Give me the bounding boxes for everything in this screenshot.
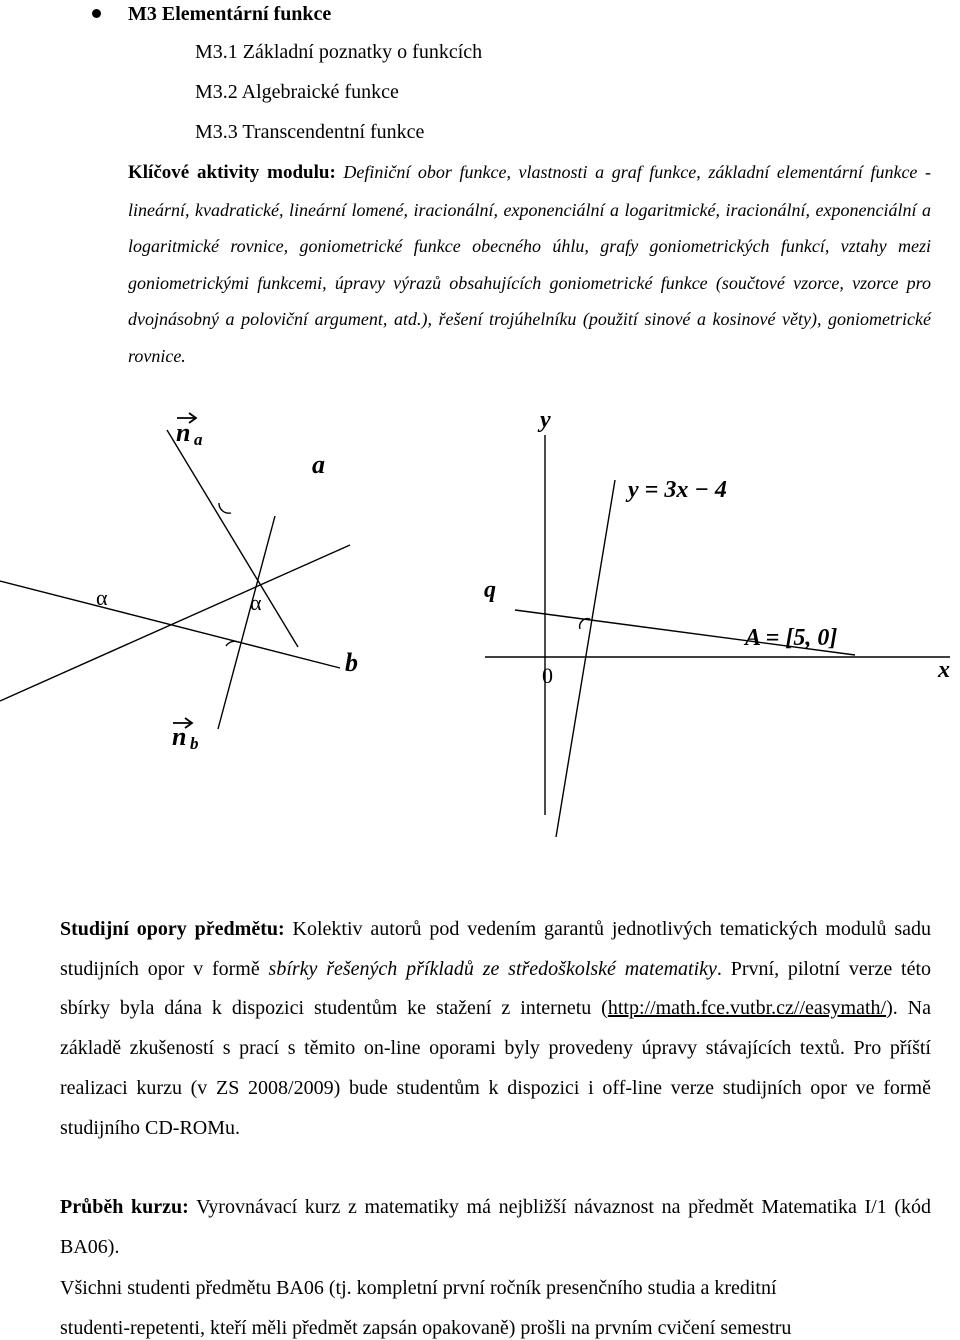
key-activities-label: Klíčové aktivity modulu: xyxy=(128,162,336,183)
label-nb: n xyxy=(172,722,187,751)
line-y-eq xyxy=(556,480,615,837)
subsection-item: M3.1 Základní poznatky o funkcích xyxy=(195,41,483,63)
label-nb-sub: b xyxy=(190,734,199,753)
normal-na xyxy=(167,430,298,647)
study-support-text: Kolektiv autorů pod vedením garantů jednotlivých tematických modulů sadu studijních opor v formě xyxy=(60,918,931,980)
bullet xyxy=(92,9,101,18)
study-support-paragraph xyxy=(60,910,931,1148)
label-q: q xyxy=(484,577,496,603)
line-b xyxy=(0,581,340,668)
figure-lines-normals xyxy=(0,405,470,765)
angle-alpha-2: α xyxy=(250,590,262,615)
label-line-equation: y = 3x − 4 xyxy=(628,477,727,503)
label-axis-x: x xyxy=(938,657,950,683)
key-activities-text: Definiční obor funkce, vlastnosti a graf funkce, základní elementární funkce - lineární, kvadratické, lineární lomené, iracionální, exponenciální a logaritmické, iracionální, exponenciální a logaritmické rovnice, goniometrické funkce obecného úhlu, grafy goniometrických funkcí, vztahy mezi goniometrickými funkcemi, úpravy výrazů obsahujících goniometrické funkce (součtové vzorce, vzorce pro dvojnásobný a poloviční argument, atd.), řešení trojúhelníku (použití sinové a kosinové věty), goniometrické rovnice. xyxy=(128,162,931,366)
text-line: studenti-repetenti, kteří měli předmět zapsán opakovaně) prošli na prvním cvičení semestru xyxy=(60,1317,792,1339)
angle-alpha-1: α xyxy=(96,585,108,610)
text-line: Všichni studenti předmětu BA06 (tj. kompletní první ročník presenčního studia a kreditní xyxy=(60,1277,777,1299)
subsection-item: M3.2 Algebraické funkce xyxy=(195,81,399,103)
section-heading: M3 Elementární funkce xyxy=(128,3,332,25)
subsection-item: M3.3 Transcendentní funkce xyxy=(195,121,425,143)
key-activities-paragraph xyxy=(128,154,931,375)
study-support-italic: sbírky řešených příkladů ze středoškolské matematiky xyxy=(268,957,717,980)
label-line-b: b xyxy=(345,648,358,677)
course-progress-label: Průběh kurzu: xyxy=(60,1196,189,1218)
label-na: n xyxy=(176,418,191,447)
label-origin: 0 xyxy=(542,663,553,688)
study-support-text: ). Na základě zkušeností s prací s těmito on-line oporami byly provedeny úpravy stávajících textů. Pro příští realizaci kurzu (v ZS 2008/2009) bude studentům k dispozici i off-line verze studijních opor ve formě studijního CD-ROMu. xyxy=(60,997,931,1139)
label-point-a: A = [5, 0] xyxy=(745,625,838,651)
easymath-link[interactable]: http://math.fce.vutbr.cz//easymath/ xyxy=(607,997,887,1020)
course-progress-paragraph xyxy=(60,1188,931,1267)
line-a xyxy=(0,545,350,701)
study-support-label: Studijní opory předmětu: xyxy=(60,918,285,940)
label-axis-y: y xyxy=(540,407,551,433)
label-na-sub: a xyxy=(194,430,203,449)
normal-nb xyxy=(218,516,275,729)
figure-coordinate-lines xyxy=(470,405,960,845)
course-progress-text: Vyrovnávací kurz z matematiky má nejbližší návaznost na předmět Matematika I/1 (kód BA06). xyxy=(60,1196,932,1258)
study-support-text: . První, pilotní verze této sbírky byla dána k dispozici studentům ke stažení z internetu ( xyxy=(60,957,932,1020)
label-line-a: a xyxy=(312,450,325,479)
